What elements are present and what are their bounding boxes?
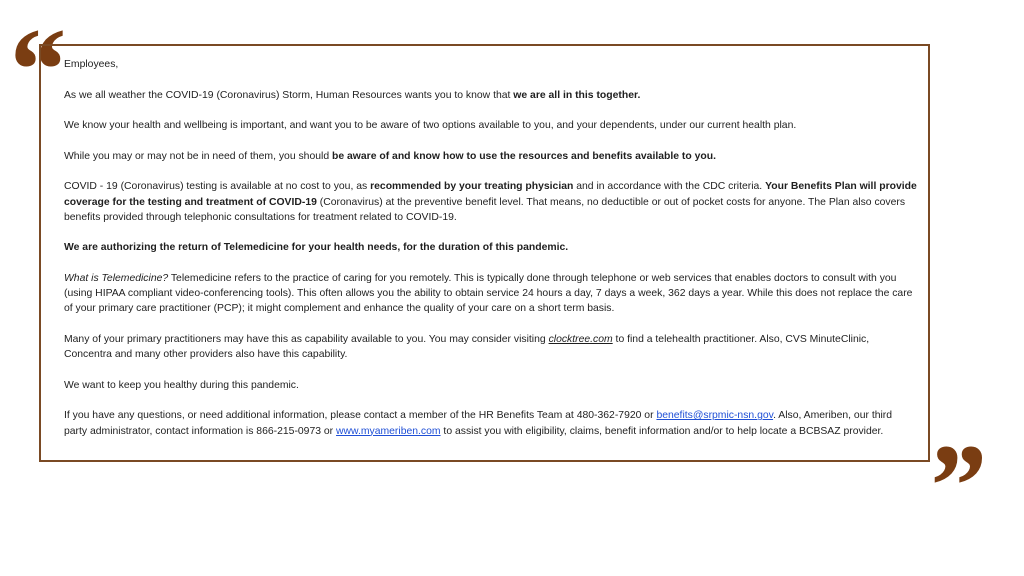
benefits-email-link[interactable]: benefits@srpmic-nsn.gov (656, 410, 774, 422)
paragraph-health: We know your health and wellbeing is important, and want you to be aware of two options available to you, and your dependents, under our current health plan. (64, 120, 797, 132)
paragraph-telemedicine-definition (64, 271, 918, 317)
close-quote-mark-icon: ” (924, 419, 984, 552)
paragraph-contact (64, 408, 918, 438)
testing-text-2: and in accordance with the CDC criteria. (573, 181, 766, 193)
providers-text-2: to find a telehealth practitioner. Also, CVS MinuteClinic, Concentra and many other providers also have this capability. (64, 333, 870, 361)
contact-text-2: . Also, Ameriben, our third party administrator, contact information is 866-215-0973 or (64, 410, 893, 437)
paragraph-resources (64, 149, 918, 164)
intro-emphasis: we are all in this together. (513, 89, 641, 101)
resources-emphasis: be aware of and know how to use the resources and benefits available to you. (332, 150, 716, 162)
letter-body (64, 57, 918, 439)
ameriben-website-link[interactable]: www.myameriben.com (336, 425, 441, 437)
paragraph-testing (64, 179, 918, 225)
testing-emphasis-2: Your Benefits Plan will provide coverage for the testing and treatment of COVID-19 (64, 181, 917, 208)
testing-text-1: COVID - 19 (Coronavirus) testing is available at no cost to you, as (64, 181, 371, 193)
paragraph-intro (64, 88, 918, 103)
open-quote-mark-icon: “ (4, 3, 64, 136)
resources-text: While you may or may not be in need of them, you should (64, 150, 332, 162)
paragraph-providers (64, 332, 918, 362)
contact-text-3: to assist you with eligibility, claims, benefit information and/or to help locate a BCBSAZ provider. (440, 425, 884, 437)
intro-text: As we all weather the COVID-19 (Coronavirus) Storm, Human Resources wants you to know that (64, 89, 514, 101)
contact-text-1: If you have any questions, or need additional information, please contact a member of the HR Benefits Team at 480-362-7920 or (64, 410, 657, 422)
telemedicine-explanation: Telemedicine refers to the practice of caring for you remotely. This is typically done through telephone or web services that enables doctors to consult with you (using HIPAA compliant video-conferencing tools). This often allows you the ability to obtain service 24 hours a day, 7 days a week, 362 days a year. While this does not replace the care of your primary care practitioner (PCP); it might complement and enhance the quality of your care on a short term basis. (64, 272, 913, 315)
paragraph-telemedicine-announcement: We are authorizing the return of Telemedicine for your health needs, for the duration of this pandemic. (64, 242, 569, 254)
telemedicine-question: What is Telemedicine? (64, 272, 169, 284)
paragraph-healthy: We want to keep you healthy during this pandemic. (64, 379, 299, 391)
providers-text-1: Many of your primary practitioners may have this as capability available to you. You may consider visiting (64, 333, 549, 345)
salutation: Employees, (64, 59, 119, 70)
testing-emphasis-1: recommended by your treating physician (370, 181, 574, 193)
clocktree-link[interactable]: clocktree.com (548, 333, 613, 345)
testing-text-3: (Coronavirus) at the preventive benefit level. That means, no deductible or out of pocket costs for anyone. The Plan also covers benefits provided through telephonic consultations for treatment related to COVID-19. (64, 196, 906, 223)
